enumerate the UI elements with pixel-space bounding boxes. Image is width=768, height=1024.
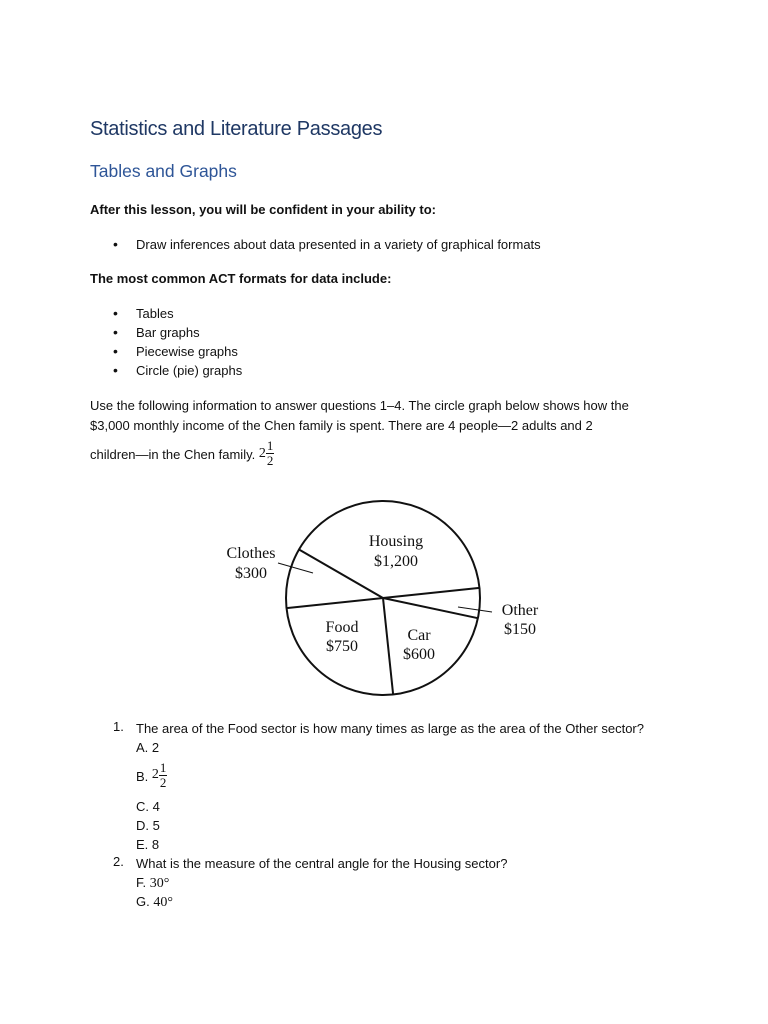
format-item: • Circle (pie) graphs (113, 361, 242, 380)
slice-name-housing: Housing (368, 533, 424, 550)
answer-choice: E. 8 (136, 837, 160, 852)
fraction-whole: 2 (151, 767, 159, 783)
slice-label-food: $750 (326, 638, 358, 655)
format-item: • Tables (113, 304, 242, 323)
mixed-fraction (152, 755, 168, 795)
questions-list (113, 719, 644, 911)
answer-choice-value: 40° (153, 895, 173, 910)
slice-label-other: $150 (504, 621, 536, 638)
objective-item: • Draw inferences about data presented in a variety of graphical formats (113, 235, 541, 254)
answer-choice: A. 2 (136, 740, 160, 755)
slice-name-car: Car (407, 627, 431, 644)
answer-choice-label: F. (136, 875, 147, 890)
answer-choice-value: 30° (149, 876, 170, 891)
paragraph-line: children—in the Chen family. (90, 446, 256, 462)
objectives-list (113, 235, 541, 254)
slice-label-car: $600 (403, 646, 435, 663)
slice-name-food: Food (325, 619, 359, 636)
question-number: 2. (113, 854, 124, 869)
pie-chart (200, 490, 560, 705)
slice-name-other: Other (501, 602, 539, 619)
question-text: The area of the Food sector is how many times as large as the area of the Other sector? (136, 721, 644, 736)
slice-label-housing: $1,200 (374, 553, 418, 570)
paragraph-line: Use the following information to answer questions 1–4. The circle graph below shows how the (90, 398, 629, 413)
mixed-fraction (259, 439, 275, 468)
answer-choice (136, 892, 644, 911)
answer-choice-fraction (136, 757, 644, 797)
slice-name-clothes: Clothes (226, 545, 276, 562)
fraction-numerator: 1 (159, 759, 167, 775)
formats-list (113, 304, 242, 380)
question-item (113, 719, 644, 854)
answer-choice-label: B. (136, 769, 149, 784)
fraction-numerator: 1 (266, 438, 274, 453)
slice-label-clothes: $300 (235, 565, 267, 582)
question-text: What is the measure of the central angle for the Housing sector? (136, 856, 508, 871)
answer-choice-label: G. (136, 894, 150, 909)
answer-choice (136, 873, 644, 892)
formats-intro: The most common ACT formats for data include: (90, 271, 392, 286)
answer-choice: D. 5 (136, 818, 160, 833)
fraction-whole: 2 (258, 445, 266, 461)
paragraph-line: $3,000 monthly income of the Chen family is spent. There are 4 people—2 adults and 2 (90, 417, 593, 433)
question-number: 1. (113, 719, 124, 734)
lesson-intro: After this lesson, you will be confident in your ability to: (90, 202, 436, 217)
paragraph-line-with-fraction (90, 438, 690, 470)
question-item (113, 854, 644, 911)
answer-choice: C. 4 (136, 799, 160, 814)
fraction-denominator: 2 (159, 774, 167, 790)
section-subtitle: Tables and Graphs (90, 161, 237, 181)
fraction-denominator: 2 (266, 453, 274, 468)
format-item: • Piecewise graphs (113, 342, 242, 361)
format-item: • Bar graphs (113, 323, 242, 342)
info-paragraph (90, 396, 690, 470)
page-title: Statistics and Literature Passages (90, 118, 383, 140)
